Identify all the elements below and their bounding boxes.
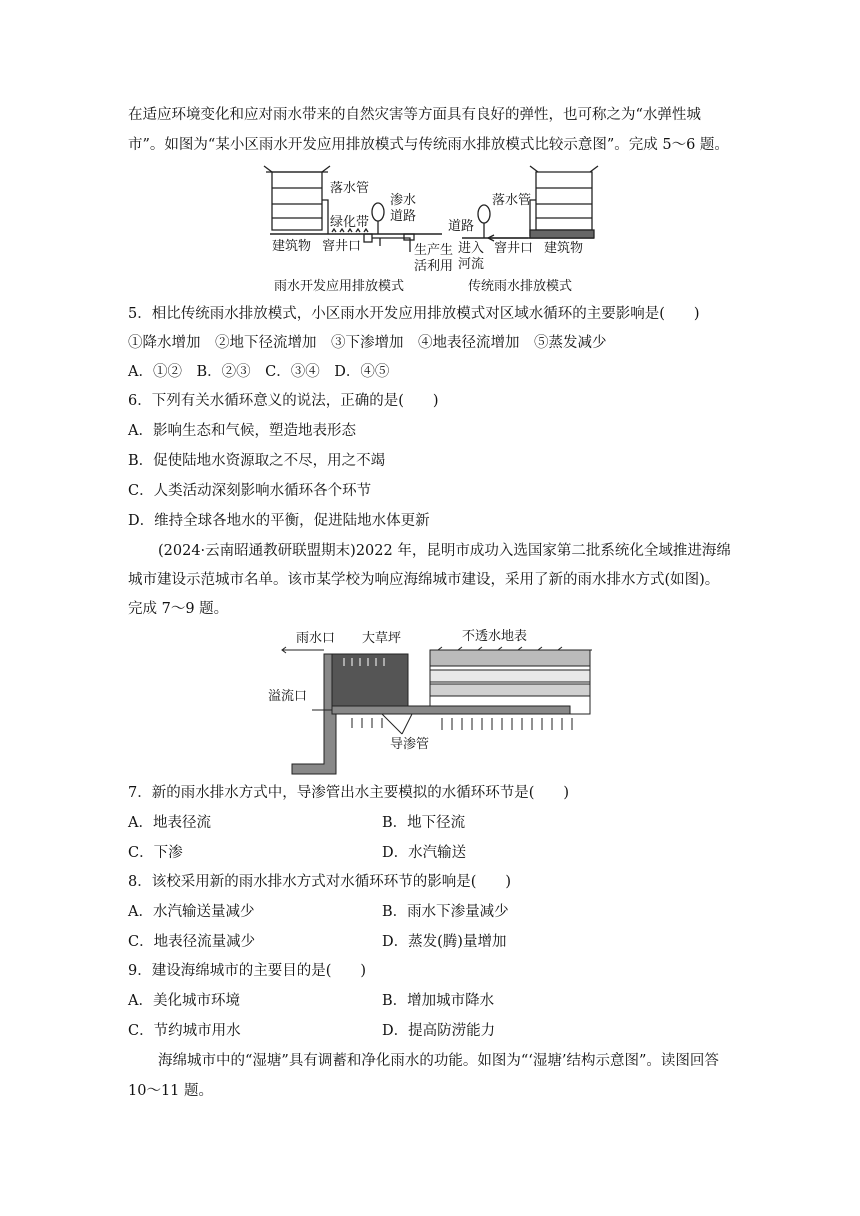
label-manhole-right: 窨井口 <box>494 241 534 256</box>
label-use-2: 活利用 <box>414 259 454 274</box>
figure-rainwater-models <box>262 160 602 298</box>
intro-line-2: 市”。如图为“某小区雨水开发应用排放模式与传统雨水排放模式比较示意图”。完成 5～6 题。 <box>128 137 729 153</box>
q6-option-c: C．人类活动深刻影响水循环各个环节 <box>128 483 372 499</box>
caption-right: 传统雨水排放模式 <box>468 279 573 294</box>
label-seepage-2: 道路 <box>390 209 417 224</box>
label-rain-inlet: 雨水口 <box>296 631 336 646</box>
label-impervious: 不透水地表 <box>462 629 528 644</box>
label-drainpipe-right: 落水管 <box>492 193 532 208</box>
q9-option-d: D．提高防涝能力 <box>382 1023 496 1039</box>
q5-options: A．①② B．②③ C．③④ D．④⑤ <box>128 364 390 380</box>
q6-stem: 6．下列有关水循环意义的说法，正确的是( ) <box>128 393 439 409</box>
label-green-belt: 绿化带 <box>330 215 370 230</box>
q8-option-d: D．蒸发(腾)量增加 <box>382 934 507 950</box>
q8-option-c: C．地表径流量减少 <box>128 934 256 950</box>
q7-option-d: D．水汽输送 <box>382 845 467 861</box>
label-building-right: 建筑物 <box>544 241 584 256</box>
label-drainpipe-left: 落水管 <box>330 181 370 196</box>
label-manhole-left: 窨井口 <box>322 239 362 254</box>
q6-option-a: A．影响生态和气候，塑造地表形态 <box>128 423 356 439</box>
q5-stem: 5．相比传统雨水排放模式，小区雨水开发应用排放模式对区域水循环的主要影响是( ) <box>128 306 700 322</box>
intro2-line-3: 完成 7～9 题。 <box>128 601 229 617</box>
intro3-line-2: 10～11 题。 <box>128 1083 214 1099</box>
q7-option-c: C．下渗 <box>128 845 183 861</box>
q7-stem: 7．新的雨水排水方式中，导渗管出水主要模拟的水循环环节是( ) <box>128 785 570 801</box>
q9-option-a: A．美化城市环境 <box>128 993 240 1009</box>
q8-option-b: B．雨水下渗量减少 <box>382 904 509 920</box>
intro2-line-1: (2024·云南昭通教研联盟期末)2022 年，昆明市成功入选国家第二批系统化全域推进海绵 <box>158 543 731 559</box>
q8-stem: 8．该校采用新的雨水排水方式对水循环环节的影响是( ) <box>128 874 512 890</box>
intro3-line-1: 海绵城市中的“湿塘”具有调蓄和净化雨水的功能。如图为“‘湿塘’结构示意图”。读图回答 <box>158 1053 719 1069</box>
label-road: 道路 <box>448 219 475 234</box>
label-pipe: 导渗管 <box>390 737 430 752</box>
intro2-line-2: 城市建设示范城市名单。该市某学校为响应海绵城市建设，采用了新的雨水排水方式(如图)。 <box>128 572 720 588</box>
label-into-river-1: 进入 <box>458 241 485 256</box>
label-seepage-1: 渗水 <box>390 193 417 208</box>
label-building-left: 建筑物 <box>272 239 312 254</box>
q7-option-b: B．地下径流 <box>382 815 466 831</box>
q7-option-a: A．地表径流 <box>128 815 211 831</box>
label-into-river-2: 河流 <box>458 257 485 272</box>
q9-option-c: C．节约城市用水 <box>128 1023 241 1039</box>
q6-option-d: D．维持全球各地水的平衡，促进陆地水体更新 <box>128 513 430 529</box>
caption-left: 雨水开发应用排放模式 <box>274 279 405 294</box>
q9-stem: 9．建设海绵城市的主要目的是( ) <box>128 963 367 979</box>
intro-line-1: 在适应环境变化和应对雨水带来的自然灾害等方面具有良好的弹性，也可称之为“水弹性城 <box>128 107 701 123</box>
q9-option-b: B．增加城市降水 <box>382 993 495 1009</box>
q8-option-a: A．水汽输送量减少 <box>128 904 255 920</box>
figure-school-drainage <box>262 626 602 776</box>
label-lawn: 大草坪 <box>362 631 402 646</box>
label-overflow: 溢流口 <box>268 689 308 704</box>
q6-option-b: B．促使陆地水资源取之不尽，用之不竭 <box>128 453 386 469</box>
label-use-1: 生产生 <box>414 243 454 258</box>
q5-items: ①降水增加 ②地下径流增加 ③下渗增加 ④地表径流增加 ⑤蒸发减少 <box>128 335 607 351</box>
